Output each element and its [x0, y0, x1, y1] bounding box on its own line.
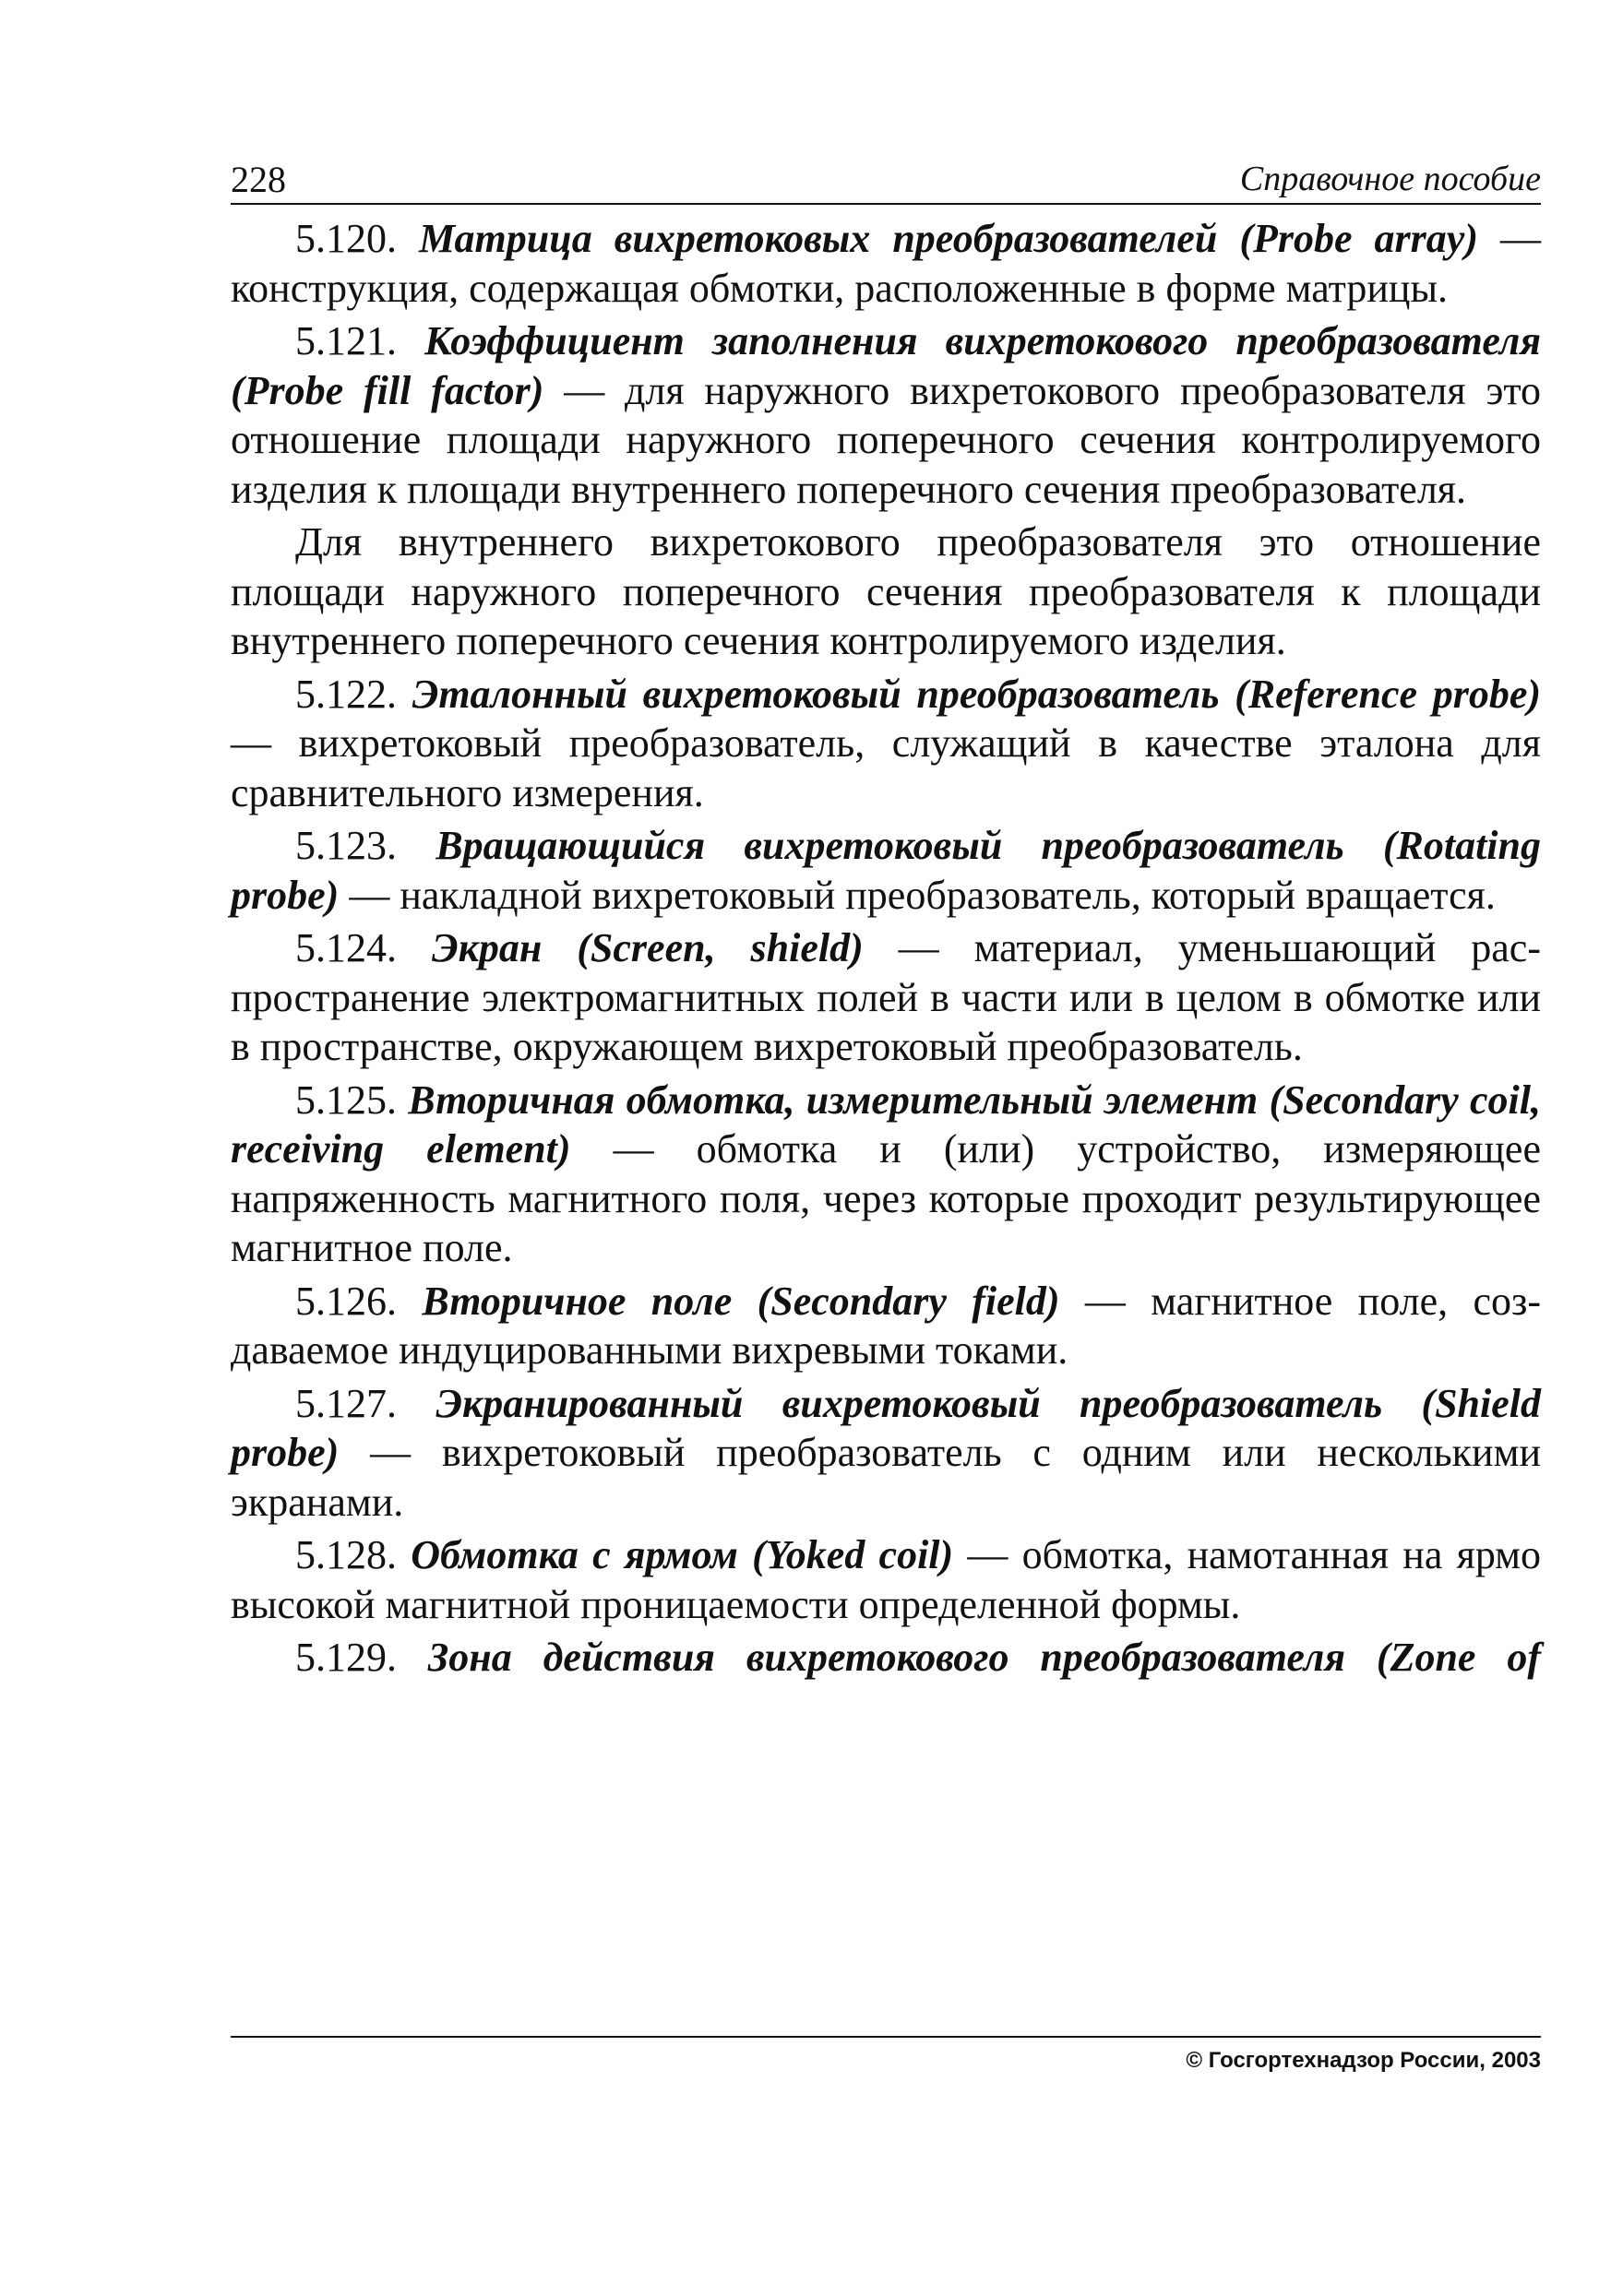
- entry-number: 5.127.: [295, 1380, 397, 1426]
- entry-text: — для наружного вихретокового преобразователя это отношение площади наружного поперечного сечения контролируемого изделия к площади внутреннего поперечного сечения преобразователя.: [231, 367, 1541, 512]
- entry-number: 5.125.: [295, 1077, 397, 1123]
- entry-text: — обмотка и (или) устройство, измеряющее напряженность магнитного поля, через которые проходит результирующее магнитное поле.: [231, 1126, 1541, 1270]
- entry-5-129: [231, 1633, 1541, 1683]
- entry-5-128: [231, 1530, 1541, 1629]
- entry-term: Эталонный вихретоковый преобразователь (Reference probe): [412, 671, 1542, 717]
- entry-term: Матрица вихретоковых преобразователей (Probe array): [419, 216, 1478, 261]
- entry-text: — вихретоковый преобразователь с одним или несколькими экранами.: [231, 1430, 1541, 1525]
- entry-text: — магнитное поле, создаваемое индуцированными вихревыми токами.: [231, 1278, 1542, 1373]
- page-number: 228: [231, 159, 286, 200]
- entry-5-121-continuation: [231, 517, 1541, 666]
- entry-number: 5.126.: [295, 1278, 397, 1324]
- entry-text: — материал, уменьшающий распространение электромагнитных полей в части или в целом в обмотке или в пространстве, окружающем вихретоковый преобразователь.: [231, 925, 1541, 1069]
- entry-number: 5.120.: [295, 216, 397, 261]
- running-head: [231, 148, 1541, 205]
- entry-number: 5.128.: [295, 1532, 397, 1577]
- entry-5-120: [231, 214, 1541, 313]
- entry-text: — накладной вихретоковый преобразователь, который вращается.: [339, 872, 1496, 918]
- entry-term: Вторичная обмотка, измерительный элемент (Secondary coil, receiving element): [231, 1077, 1541, 1172]
- entry-5-125: [231, 1076, 1541, 1273]
- entry-term: Экранированный вихретоковый преобразователь (Shield probe): [231, 1380, 1542, 1475]
- entry-5-121: [231, 316, 1541, 514]
- page: [231, 148, 1541, 1686]
- entry-term: Экран (Screen, shield): [431, 925, 864, 970]
- entry-number: 5.122.: [295, 671, 397, 717]
- entry-term: Вращающийся вихретоковый преобразователь (Rotating probe): [231, 823, 1541, 918]
- entry-term: Коэффициент заполнения вихретокового преобразователя (Probe fill factor): [231, 318, 1541, 413]
- footer-divider: [231, 2036, 1541, 2038]
- entry-5-126: [231, 1277, 1541, 1375]
- entry-text: — обмотка, намотанная на ярмо высокой магнитной проницаемости определенной формы.: [231, 1532, 1542, 1627]
- entry-term: Зона действия вихретокового преобразователя (Zone of: [427, 1635, 1542, 1680]
- entry-number: 5.129.: [295, 1635, 397, 1680]
- entry-term: Вторичное поле (Secondary field): [422, 1278, 1060, 1324]
- entry-term: Обмотка с ярмом (Yoked coil): [411, 1532, 954, 1577]
- entry-text: — вихретоковый преобразователь, служащий в качестве эталона для сравнительного измерения.: [231, 720, 1541, 815]
- body-text: [231, 214, 1541, 1683]
- entry-number: 5.124.: [295, 925, 397, 970]
- entry-5-127: [231, 1379, 1541, 1528]
- running-title: Справочное пособие: [1239, 160, 1541, 198]
- entry-number: 5.123.: [295, 823, 397, 868]
- entry-5-124: [231, 923, 1541, 1072]
- footer-copyright: © Госгортехнадзор России, 2003: [1186, 2048, 1541, 2073]
- entry-5-123: [231, 821, 1541, 920]
- entry-5-122: [231, 670, 1541, 818]
- entry-text: — конструкция, содержащая обмотки, расположенные в форме матрицы.: [231, 216, 1542, 311]
- entry-number: 5.121.: [295, 318, 397, 363]
- entry-text: Для внутреннего вихретокового преобразователя это отношение площади наружного поперечного сечения преобразователя к площади внутреннего поперечного сечения контролируемого изделия.: [231, 519, 1541, 663]
